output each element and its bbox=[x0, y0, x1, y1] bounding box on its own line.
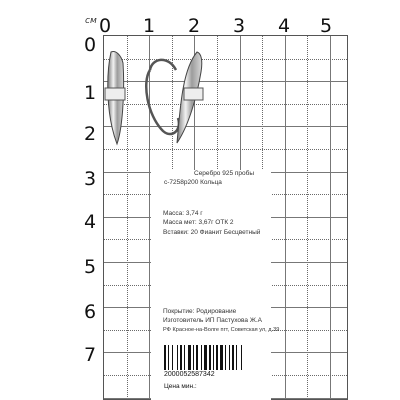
left-number-0: 0 bbox=[84, 34, 97, 56]
barcode-bar bbox=[180, 345, 182, 370]
left-earring-clasp bbox=[150, 60, 176, 70]
top-number-4: 4 bbox=[278, 15, 291, 37]
left-number-3: 3 bbox=[84, 168, 97, 190]
left-earring-hook bbox=[146, 70, 179, 134]
label-coating: Покрытие: Родирование bbox=[163, 308, 237, 315]
barcode-bar bbox=[193, 345, 194, 370]
label-address: РФ Красное-на-Волге пгт, Советская ул, д 39 bbox=[163, 327, 280, 333]
barcode-bar bbox=[236, 345, 237, 370]
right-earring-stones bbox=[184, 88, 203, 100]
left-number-7: 7 bbox=[84, 344, 97, 366]
left-number-2: 2 bbox=[84, 123, 97, 145]
barcode-bar bbox=[177, 345, 178, 370]
barcode bbox=[164, 345, 259, 370]
left-number-5: 5 bbox=[84, 256, 97, 278]
left-number-1: 1 bbox=[84, 82, 97, 104]
barcode-bar bbox=[225, 345, 226, 370]
barcode-bar bbox=[188, 345, 191, 370]
barcode-number: 2000052587342 bbox=[164, 371, 215, 378]
barcode-bar bbox=[204, 345, 207, 370]
barcode-bar bbox=[220, 345, 223, 370]
label-manufacturer: Изготовитель ИП Пастухова Ж.А bbox=[163, 317, 262, 324]
barcode-bar bbox=[216, 345, 218, 370]
barcode-bar bbox=[209, 345, 211, 370]
barcode-bar bbox=[172, 345, 173, 370]
top-number-2: 2 bbox=[188, 15, 201, 37]
top-number-5: 5 bbox=[320, 15, 333, 37]
barcode-bar bbox=[232, 345, 234, 370]
barcode-bar bbox=[164, 345, 166, 370]
top-number-3: 3 bbox=[233, 15, 246, 37]
barcode-bar bbox=[196, 345, 198, 370]
barcode-bar bbox=[241, 345, 242, 370]
label-metal: Серебро 925 пробы bbox=[194, 170, 255, 177]
top-number-1: 1 bbox=[143, 15, 156, 37]
barcode-bar bbox=[201, 345, 202, 370]
label-inserts: Вставки: 20 Фианит Бесцветный bbox=[163, 229, 261, 236]
left-earring-stones bbox=[105, 88, 125, 100]
barcode-bar bbox=[229, 345, 230, 370]
unit-label: см bbox=[85, 16, 97, 26]
left-number-6: 6 bbox=[84, 301, 97, 323]
label-mass: Масса: 3,74 г bbox=[163, 210, 203, 217]
label-mass-metal: Масса мет: 3,67г ОТК 2 bbox=[163, 219, 234, 226]
top-number-0: 0 bbox=[99, 15, 112, 37]
barcode-bar bbox=[184, 345, 185, 370]
left-number-4: 4 bbox=[84, 211, 97, 233]
barcode-bar bbox=[213, 345, 214, 370]
price-label: Цена мин.: bbox=[164, 383, 197, 390]
barcode-bar bbox=[168, 345, 169, 370]
label-article: с-7258р200 Кольца bbox=[164, 179, 222, 186]
